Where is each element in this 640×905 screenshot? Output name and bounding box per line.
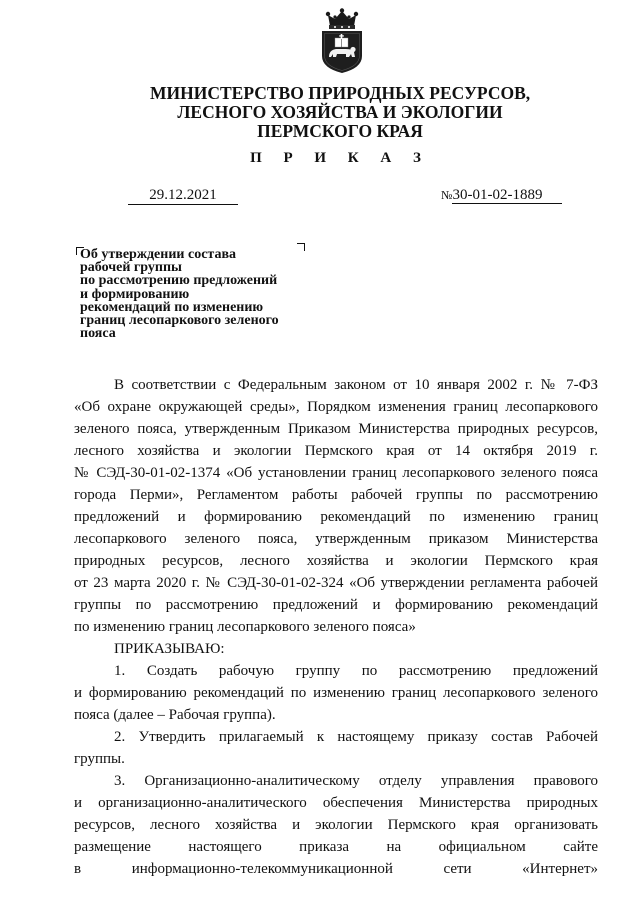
ministry-line-1: МИНИСТЕРСТВО ПРИРОДНЫХ РЕСУРСОВ, xyxy=(150,83,531,103)
body-line-11: группы по рассмотрению предложений и формированию рекомендаций xyxy=(74,597,598,613)
body-line-4: лесного хозяйства и экологии Пермского края от 14 октября 2019 г. xyxy=(74,443,598,459)
body-line-1: В соответствии с Федеральным законом от 10 января 2002 г. № 7-ФЗ xyxy=(114,377,598,393)
body-line-7: предложений и формированию рекомендаций по изменению границ xyxy=(74,509,598,525)
item-2-line-1: 2. Утвердить прилагаемый к настоящему приказу состав Рабочей xyxy=(114,729,598,745)
subject-line-2: рабочей группы xyxy=(80,260,182,276)
subject-line-4: и формированию xyxy=(80,286,190,302)
subject-line-7: пояса xyxy=(80,326,116,342)
subject-line-1: Об утверждении состава xyxy=(80,247,237,262)
ministry-name xyxy=(150,84,530,141)
body-line-5: № СЭД-30-01-02-1374 «Об установлении границ лесопаркового зеленого пояса xyxy=(74,465,598,481)
body-line-3: зеленого пояса, утвержденным Приказом Министерства природных ресурсов, xyxy=(74,421,598,437)
item-3-line-5: в информационно-телекоммуникационной сети «Интернет» xyxy=(74,861,598,877)
order-date: 29.12.2021 xyxy=(128,186,238,205)
body-line-8: лесопаркового зеленого пояса, утвержденным приказом Министерства xyxy=(74,531,598,547)
number-sign: № xyxy=(441,188,453,202)
body-line-6: города Перми», Регламентом работы рабочей группы по рассмотрению xyxy=(74,487,598,503)
ministry-line-3: ПЕРМСКОГО КРАЯ xyxy=(257,121,423,141)
item-3-line-1: 3. Организационно-аналитическому отделу управления правового xyxy=(114,773,598,789)
item-3-line-2: и организационно-аналитического обеспечения Министерства природных xyxy=(74,795,598,811)
item-2-line-2: группы. xyxy=(74,751,125,767)
coat-of-arms-emblem xyxy=(318,8,366,74)
order-directive: ПРИКАЗЫВАЮ: xyxy=(114,641,225,657)
item-1-line-2: и формированию рекомендаций по изменению границ лесопаркового зеленого xyxy=(74,685,598,701)
body-line-12: по изменению границ лесопаркового зеленого пояса» xyxy=(74,619,416,635)
body-line-9: природных ресурсов, лесного хозяйства и экологии Пермского края xyxy=(74,553,598,569)
subject-line-5: рекомендаций по изменению xyxy=(80,299,264,315)
ministry-line-2: ЛЕСНОГО ХОЗЯЙСТВА И ЭКОЛОГИИ xyxy=(177,102,503,122)
order-number-value: 30-01-02-1889 xyxy=(452,187,562,204)
item-3-line-3: ресурсов, лесного хозяйства и экологии Пермского края организовать xyxy=(74,817,598,833)
item-3-line-4: размещение настоящего приказа на официальном сайте xyxy=(74,839,598,855)
order-title: П Р И К А З xyxy=(250,150,430,166)
item-1-line-1: 1. Создать рабочую группу по рассмотрению предложений xyxy=(114,663,598,679)
order-number xyxy=(441,186,562,204)
item-1-line-3: пояса (далее – Рабочая группа). xyxy=(74,707,276,723)
subject-line-3: по рассмотрению предложений xyxy=(80,273,278,289)
subject-line-6: границ лесопаркового зеленого xyxy=(80,313,279,329)
order-subject xyxy=(80,248,320,340)
body-line-10: от 23 марта 2020 г. № СЭД-30-01-02-324 «Об утверждении регламента рабочей xyxy=(74,575,598,591)
body-line-2: «Об охране окружающей среды», Порядком изменения границ лесопаркового xyxy=(74,399,598,415)
